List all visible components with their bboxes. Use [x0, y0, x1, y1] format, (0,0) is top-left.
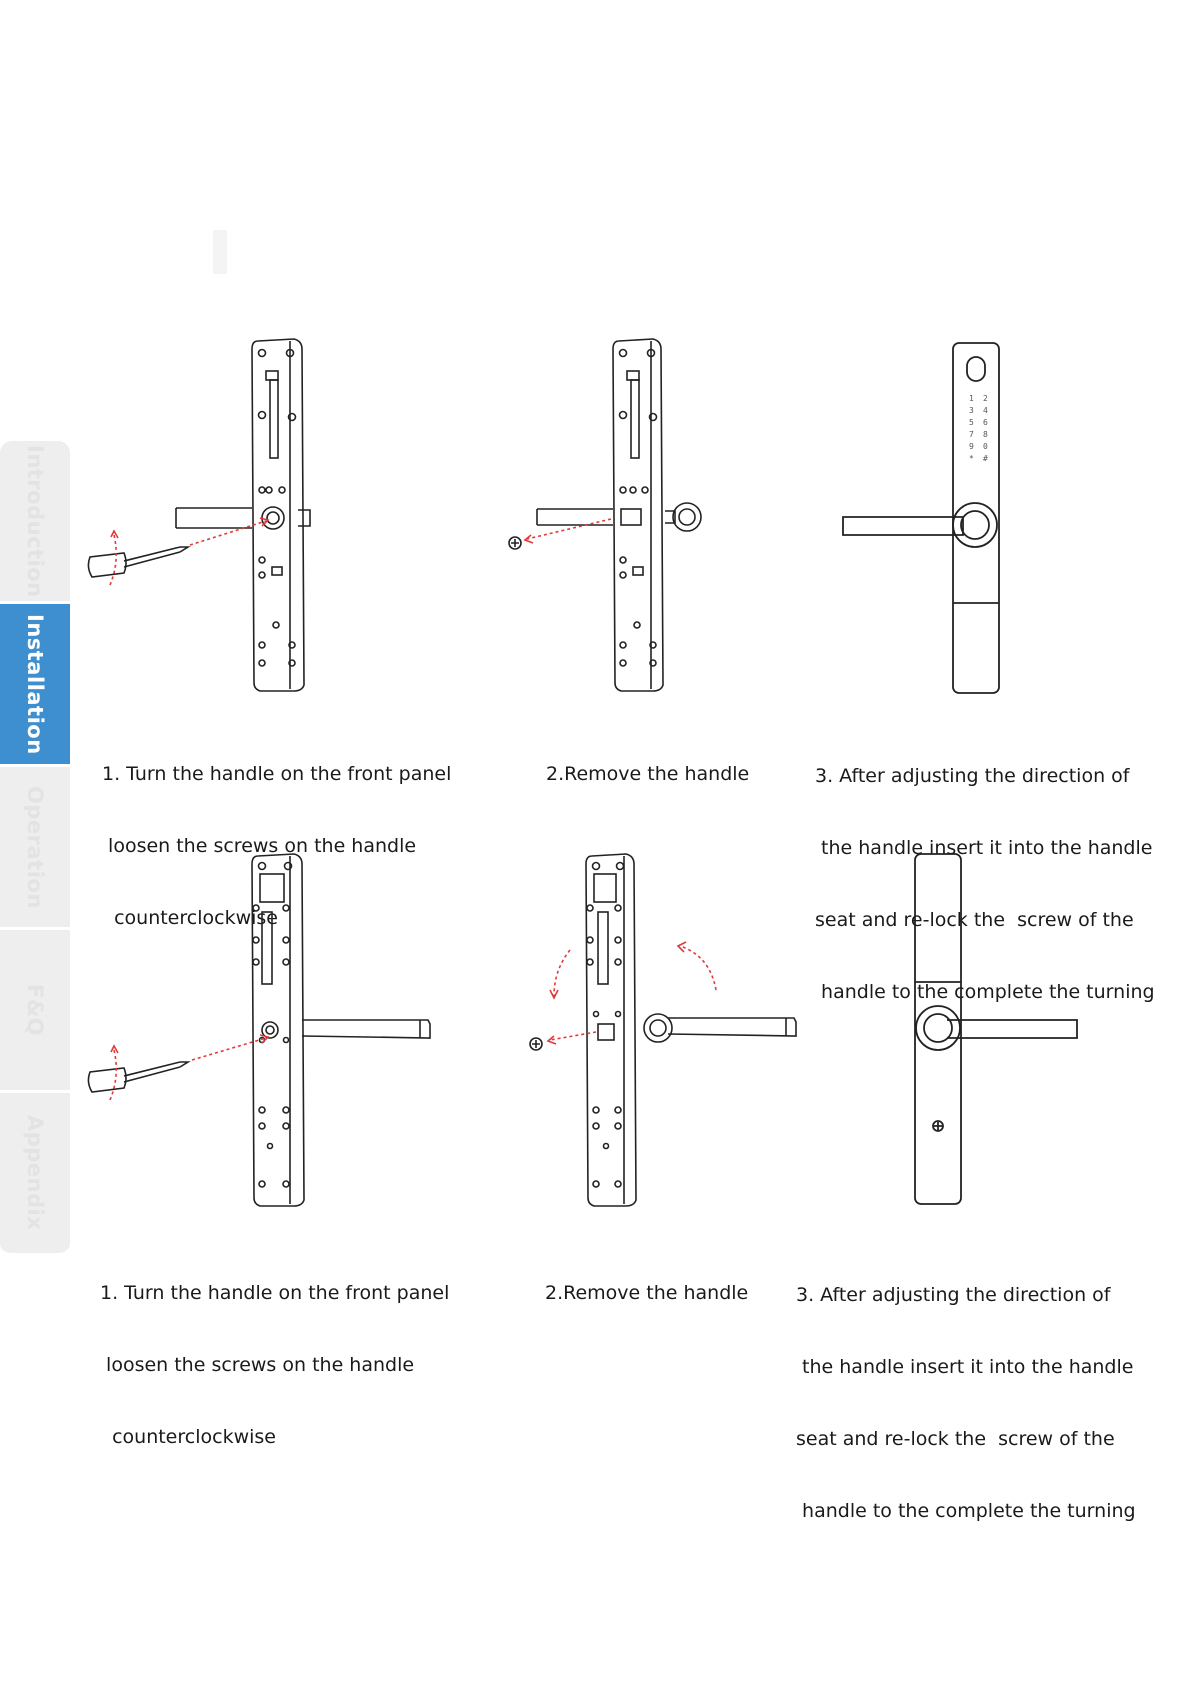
step2-caption-row1 — [546, 714, 749, 810]
tab-introduction-label: Introduction — [23, 444, 47, 598]
page-artifact — [213, 230, 227, 274]
keypad-key: 6 — [983, 418, 988, 427]
caption-line: 2.Remove the handle — [545, 1282, 749, 1304]
illustration-front-panel-2 — [905, 850, 1085, 1210]
step3-caption-row2 — [796, 1235, 1136, 1547]
illustration-remove-handle-2 — [520, 850, 810, 1210]
tab-appendix-label: Appendix — [23, 1115, 47, 1231]
keypad-key: 1 — [969, 394, 974, 403]
tab-appendix[interactable] — [0, 1093, 70, 1256]
illustration-loosen-screw-2 — [80, 850, 440, 1210]
caption-line: 1. Turn the handle on the front panel — [102, 763, 452, 785]
caption-line: 3. After adjusting the direction of — [796, 1284, 1111, 1306]
illustration-remove-handle-1 — [495, 335, 735, 695]
caption-line: 2.Remove the handle — [546, 763, 750, 785]
keypad-key: 0 — [983, 442, 988, 451]
keypad-key: 7 — [969, 430, 974, 439]
tab-introduction[interactable] — [0, 441, 70, 604]
illustration-front-panel-1 — [835, 335, 1035, 700]
caption-line: the handle insert it into the handle — [815, 837, 1153, 859]
tab-installation-label: Installation — [23, 613, 47, 755]
keypad-key: 2 — [983, 394, 988, 403]
keypad-key: 4 — [983, 406, 988, 415]
keypad-key: 5 — [969, 418, 974, 427]
caption-line: counterclockwise — [100, 1426, 276, 1448]
tab-fq-label: F&Q — [23, 983, 47, 1036]
caption-line: handle to the complete the turning — [796, 1500, 1136, 1522]
caption-line: handle to the complete the turning — [815, 981, 1155, 1003]
tab-operation[interactable] — [0, 767, 70, 930]
keypad-key: 3 — [969, 406, 974, 415]
caption-line: seat and re-lock the screw of the — [815, 909, 1134, 931]
caption-line: loosen the screws on the handle — [100, 1354, 415, 1376]
caption-line: 3. After adjusting the direction of — [815, 765, 1130, 787]
step1-caption-row2 — [100, 1233, 449, 1473]
caption-line: the handle insert it into the handle — [796, 1356, 1134, 1378]
caption-line: counterclockwise — [102, 907, 278, 929]
tab-fq[interactable] — [0, 930, 70, 1093]
step2-caption-row2 — [545, 1233, 748, 1329]
illustration-loosen-screw-1 — [80, 335, 340, 695]
keypad — [969, 394, 988, 463]
keypad-key: # — [983, 454, 988, 463]
caption-line: seat and re-lock the screw of the — [796, 1428, 1115, 1450]
tab-installation[interactable] — [0, 604, 70, 767]
caption-line: loosen the screws on the handle — [102, 835, 417, 857]
keypad-key: 8 — [983, 430, 988, 439]
keypad-key: * — [969, 454, 974, 463]
caption-line: 1. Turn the handle on the front panel — [100, 1282, 450, 1304]
keypad-key: 9 — [969, 442, 974, 451]
tab-operation-label: Operation — [23, 785, 47, 909]
